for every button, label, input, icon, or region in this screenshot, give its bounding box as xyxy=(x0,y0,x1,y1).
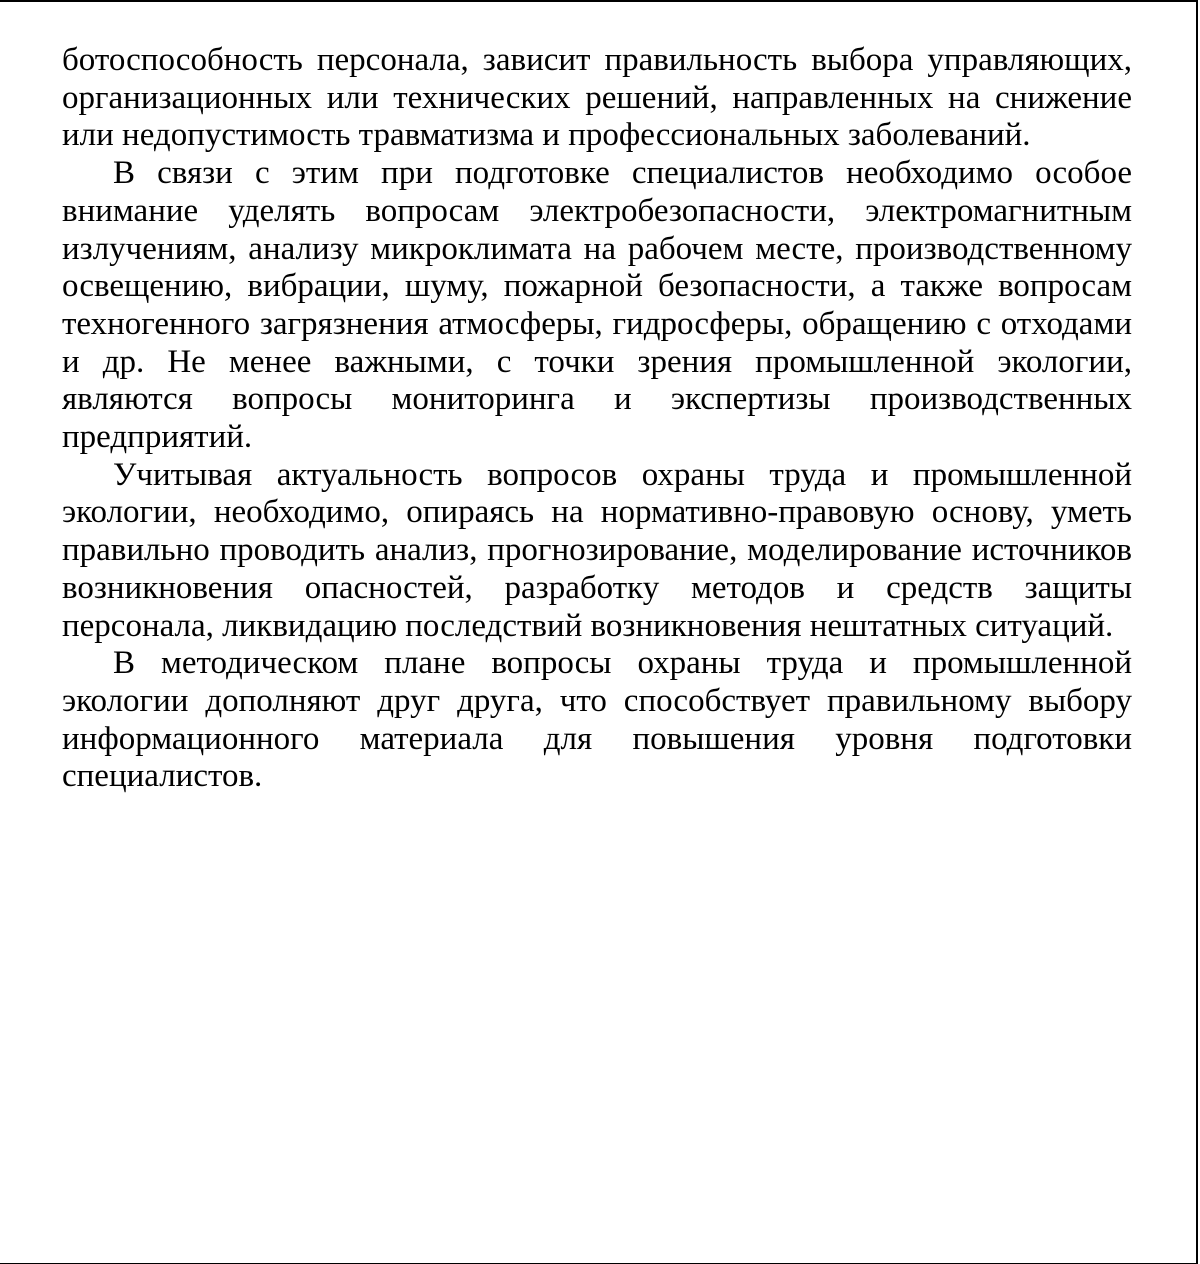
paragraph-3: Учитывая актуальность вопросов охраны труда и промышленной экологии, необходимо, опираясь на нормативно-правовую основу, уметь правильно проводить анализ, прогнозирование, моделирование источников возникновения опасностей, разработку методов и средств защиты персонала, ликвидацию последствий возникновения нештатных ситуаций. xyxy=(62,456,1132,644)
paragraph-1: ботоспособность персонала, зависит правильность выбора управляющих, организационных или технических решений, направленных на снижение или недопустимость травматизма и профессиональных заболеваний. xyxy=(62,42,1132,154)
paragraph-4: В методическом плане вопросы охраны труда и промышленной экологии дополняют друг друга, что способствует правильному выбору информационного материала для повышения уровня подготовки специалистов. xyxy=(62,645,1132,795)
paragraph-2: В связи с этим при подготовке специалистов необходимо особое внимание уделять вопросам электробезопасности, электромагнитным излучениям, анализу микроклимата на рабочем месте, производственному освещению, вибрации, шуму, пожарной безопасности, а также вопросам техногенного загрязнения атмосферы, гидросферы, обращению с отходами и др. Не менее важными, с точки зрения промышленной экологии, являются вопросы мониторинга и экспертизы производственных предприятий. xyxy=(62,155,1132,456)
body-text xyxy=(62,42,1132,796)
